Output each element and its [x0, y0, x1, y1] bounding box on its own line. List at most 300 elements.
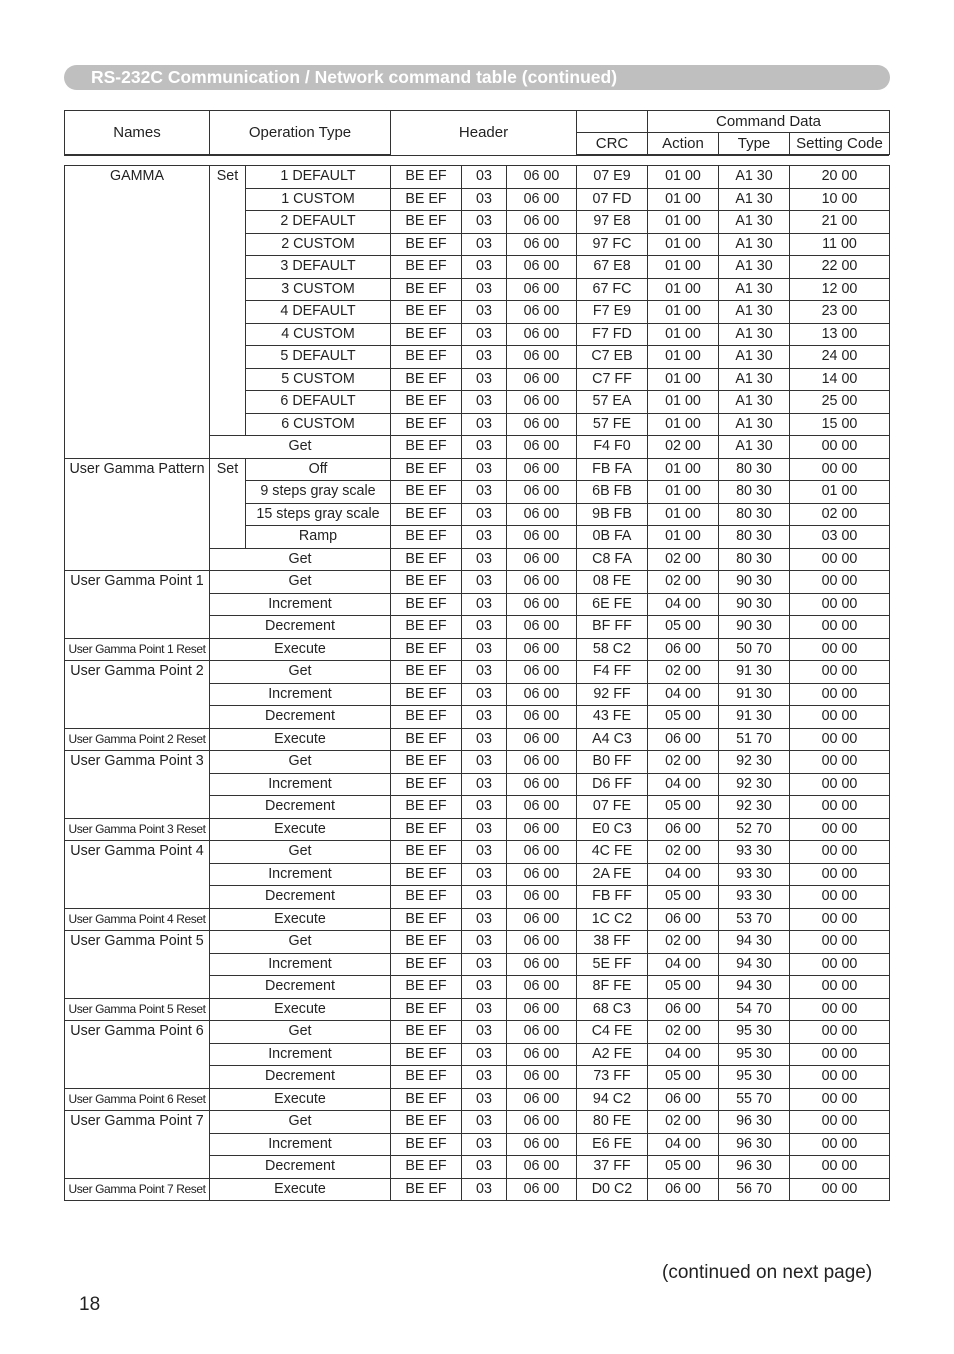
type-value: A1 30 [719, 368, 790, 391]
operation: 3 DEFAULT [246, 256, 391, 279]
header-bytes-3: 06 00 [507, 818, 577, 841]
crc-value: A2 FE [577, 1043, 648, 1066]
header-bytes-2: 03 [462, 931, 507, 954]
crc-value: F7 FD [577, 323, 648, 346]
header-bytes-2: 03 [462, 391, 507, 414]
crc-value: FB FA [577, 458, 648, 481]
header-bytes-2: 03 [462, 166, 507, 189]
header-bytes-1: BE EF [391, 728, 462, 751]
header-bytes-1: BE EF [391, 391, 462, 414]
header-bytes-2: 03 [462, 458, 507, 481]
setting-code-value: 15 00 [790, 413, 890, 436]
action-value: 05 00 [648, 886, 719, 909]
command-name: User Gamma Point 6 [65, 1021, 210, 1089]
setting-code-value: 00 00 [790, 886, 890, 909]
header-bytes-2: 03 [462, 683, 507, 706]
command-name: User Gamma Point 4 Reset [65, 908, 210, 931]
table-row [65, 931, 890, 954]
setting-code-value: 01 00 [790, 481, 890, 504]
operation: Execute [210, 818, 391, 841]
type-value: A1 30 [719, 278, 790, 301]
header-bytes-1: BE EF [391, 323, 462, 346]
operation: Ramp [246, 526, 391, 549]
type-value: 90 30 [719, 571, 790, 594]
action-value: 01 00 [648, 233, 719, 256]
action-value: 06 00 [648, 818, 719, 841]
setting-code-value: 00 00 [790, 548, 890, 571]
header-bytes-1: BE EF [391, 1021, 462, 1044]
header-bytes-3: 06 00 [507, 1111, 577, 1134]
crc-value: 94 C2 [577, 1088, 648, 1111]
command-name: User Gamma Pattern [65, 458, 210, 571]
table-row [65, 166, 890, 189]
table-row [65, 1178, 890, 1201]
operation: Get [210, 1021, 391, 1044]
action-value: 02 00 [648, 751, 719, 774]
header-bytes-3: 06 00 [507, 526, 577, 549]
header-bytes-1: BE EF [391, 796, 462, 819]
table-header [64, 110, 890, 155]
header-bytes-2: 03 [462, 1133, 507, 1156]
type-value: 56 70 [719, 1178, 790, 1201]
crc-value: F4 F0 [577, 436, 648, 459]
type-value: A1 30 [719, 211, 790, 234]
header-bytes-3: 06 00 [507, 481, 577, 504]
action-value: 05 00 [648, 976, 719, 999]
header-bytes-3: 06 00 [507, 661, 577, 684]
setting-code-value: 22 00 [790, 256, 890, 279]
crc-value: E6 FE [577, 1133, 648, 1156]
action-value: 01 00 [648, 368, 719, 391]
header-bytes-2: 03 [462, 1088, 507, 1111]
setting-code-value: 00 00 [790, 706, 890, 729]
table-row [65, 661, 890, 684]
crc-value: 07 FD [577, 188, 648, 211]
table-row [65, 728, 890, 751]
operation: Execute [210, 908, 391, 931]
operation: Execute [210, 638, 391, 661]
type-value: 95 30 [719, 1043, 790, 1066]
action-value: 01 00 [648, 481, 719, 504]
type-value: 93 30 [719, 841, 790, 864]
header-action: Action [648, 133, 719, 155]
crc-value: D6 FF [577, 773, 648, 796]
header-bytes-3: 06 00 [507, 863, 577, 886]
type-value: 96 30 [719, 1133, 790, 1156]
type-value: 52 70 [719, 818, 790, 841]
page-number: 18 [79, 1294, 101, 1315]
setting-code-value: 00 00 [790, 661, 890, 684]
crc-value: C7 EB [577, 346, 648, 369]
crc-value: F7 E9 [577, 301, 648, 324]
header-bytes-3: 06 00 [507, 436, 577, 459]
header-bytes-1: BE EF [391, 1133, 462, 1156]
setting-code-value: 10 00 [790, 188, 890, 211]
action-value: 01 00 [648, 526, 719, 549]
header-bytes-1: BE EF [391, 953, 462, 976]
operation: Execute [210, 728, 391, 751]
operation: Decrement [210, 1066, 391, 1089]
type-value: 91 30 [719, 683, 790, 706]
action-value: 02 00 [648, 548, 719, 571]
header-bytes-3: 06 00 [507, 1088, 577, 1111]
header-crc-top [577, 111, 648, 133]
action-value: 01 00 [648, 278, 719, 301]
header-bytes-2: 03 [462, 571, 507, 594]
type-value: 91 30 [719, 706, 790, 729]
type-value: 92 30 [719, 751, 790, 774]
header-bytes-1: BE EF [391, 503, 462, 526]
table-row [65, 1021, 890, 1044]
header-bytes-3: 06 00 [507, 998, 577, 1021]
type-value: A1 30 [719, 346, 790, 369]
operation: Increment [210, 1133, 391, 1156]
crc-value: 97 FC [577, 233, 648, 256]
table-row [65, 571, 890, 594]
setting-code-value: 00 00 [790, 998, 890, 1021]
command-table-body [65, 166, 890, 1201]
table-row [65, 638, 890, 661]
header-bytes-3: 06 00 [507, 908, 577, 931]
type-value: A1 30 [719, 256, 790, 279]
header-bytes-1: BE EF [391, 458, 462, 481]
header-bytes-1: BE EF [391, 413, 462, 436]
header-bytes-3: 06 00 [507, 346, 577, 369]
header-bytes-3: 06 00 [507, 751, 577, 774]
type-value: 53 70 [719, 908, 790, 931]
crc-value: 68 C3 [577, 998, 648, 1021]
setting-code-value: 00 00 [790, 863, 890, 886]
table-row [65, 998, 890, 1021]
setting-code-value: 00 00 [790, 953, 890, 976]
crc-value: 9B FB [577, 503, 648, 526]
action-value: 01 00 [648, 346, 719, 369]
crc-value: A4 C3 [577, 728, 648, 751]
header-bytes-1: BE EF [391, 908, 462, 931]
header-bytes-2: 03 [462, 256, 507, 279]
setting-code-value: 00 00 [790, 976, 890, 999]
header-bytes-2: 03 [462, 413, 507, 436]
setting-code-value: 00 00 [790, 1088, 890, 1111]
header-bytes-2: 03 [462, 481, 507, 504]
header-bytes-2: 03 [462, 953, 507, 976]
header-bytes-1: BE EF [391, 436, 462, 459]
operation: Increment [210, 683, 391, 706]
type-value: 96 30 [719, 1111, 790, 1134]
crc-value: 8F FE [577, 976, 648, 999]
command-name: User Gamma Point 2 Reset [65, 728, 210, 751]
type-value: A1 30 [719, 323, 790, 346]
set-label: Set [210, 458, 246, 548]
header-bytes-2: 03 [462, 1066, 507, 1089]
header-bytes-2: 03 [462, 886, 507, 909]
action-value: 02 00 [648, 571, 719, 594]
setting-code-value: 00 00 [790, 593, 890, 616]
setting-code-value: 00 00 [790, 818, 890, 841]
header-bytes-3: 06 00 [507, 886, 577, 909]
type-value: 94 30 [719, 953, 790, 976]
crc-value: 38 FF [577, 931, 648, 954]
header-bytes-3: 06 00 [507, 571, 577, 594]
header-bytes-2: 03 [462, 998, 507, 1021]
setting-code-value: 13 00 [790, 323, 890, 346]
action-value: 01 00 [648, 188, 719, 211]
type-value: 95 30 [719, 1021, 790, 1044]
type-value: 80 30 [719, 526, 790, 549]
operation: 3 CUSTOM [246, 278, 391, 301]
setting-code-value: 00 00 [790, 751, 890, 774]
header-bytes-3: 06 00 [507, 638, 577, 661]
type-value: 94 30 [719, 976, 790, 999]
type-value: 92 30 [719, 773, 790, 796]
action-value: 02 00 [648, 1111, 719, 1134]
header-bytes-3: 06 00 [507, 1043, 577, 1066]
crc-value: 1C C2 [577, 908, 648, 931]
header-bytes-2: 03 [462, 233, 507, 256]
action-value: 02 00 [648, 661, 719, 684]
table-row [65, 1111, 890, 1134]
crc-value: 57 FE [577, 413, 648, 436]
setting-code-value: 11 00 [790, 233, 890, 256]
type-value: 91 30 [719, 661, 790, 684]
header-bytes-1: BE EF [391, 616, 462, 639]
header-bytes-3: 06 00 [507, 413, 577, 436]
setting-code-value: 20 00 [790, 166, 890, 189]
crc-value: E0 C3 [577, 818, 648, 841]
type-value: 80 30 [719, 458, 790, 481]
action-value: 01 00 [648, 256, 719, 279]
setting-code-value: 00 00 [790, 1043, 890, 1066]
header-bytes-2: 03 [462, 773, 507, 796]
action-value: 06 00 [648, 1088, 719, 1111]
action-value: 01 00 [648, 323, 719, 346]
header-separator [64, 155, 889, 156]
header-bytes-3: 06 00 [507, 706, 577, 729]
command-name: User Gamma Point 6 Reset [65, 1088, 210, 1111]
command-table [64, 165, 890, 1201]
header-bytes-2: 03 [462, 548, 507, 571]
action-value: 04 00 [648, 683, 719, 706]
section-title-banner: RS-232C Communication / Network command table (continued) [64, 65, 890, 90]
header-bytes-2: 03 [462, 796, 507, 819]
header-bytes-1: BE EF [391, 1178, 462, 1201]
header-bytes-2: 03 [462, 841, 507, 864]
crc-value: 58 C2 [577, 638, 648, 661]
header-bytes-2: 03 [462, 211, 507, 234]
action-value: 06 00 [648, 638, 719, 661]
header-bytes-2: 03 [462, 616, 507, 639]
header-command-data: Command Data [648, 111, 890, 133]
setting-code-value: 00 00 [790, 931, 890, 954]
header-bytes-2: 03 [462, 1043, 507, 1066]
header-bytes-1: BE EF [391, 301, 462, 324]
crc-value: 73 FF [577, 1066, 648, 1089]
setting-code-value: 00 00 [790, 773, 890, 796]
header-bytes-2: 03 [462, 323, 507, 346]
set-label: Set [210, 166, 246, 436]
command-name: User Gamma Point 7 Reset [65, 1178, 210, 1201]
action-value: 06 00 [648, 998, 719, 1021]
action-value: 01 00 [648, 301, 719, 324]
header-bytes-1: BE EF [391, 571, 462, 594]
header-bytes-2: 03 [462, 278, 507, 301]
header-bytes-3: 06 00 [507, 796, 577, 819]
crc-value: 0B FA [577, 526, 648, 549]
action-value: 01 00 [648, 211, 719, 234]
crc-value: 07 E9 [577, 166, 648, 189]
header-bytes-3: 06 00 [507, 278, 577, 301]
crc-value: 5E FF [577, 953, 648, 976]
header-bytes-1: BE EF [391, 773, 462, 796]
header-bytes-2: 03 [462, 301, 507, 324]
action-value: 01 00 [648, 391, 719, 414]
table-row [65, 818, 890, 841]
operation: 2 CUSTOM [246, 233, 391, 256]
command-name: User Gamma Point 5 Reset [65, 998, 210, 1021]
action-value: 01 00 [648, 503, 719, 526]
header-bytes-1: BE EF [391, 818, 462, 841]
operation: Decrement [210, 796, 391, 819]
table-row [65, 841, 890, 864]
header-type: Type [719, 133, 790, 155]
operation: 6 DEFAULT [246, 391, 391, 414]
header-bytes-2: 03 [462, 728, 507, 751]
setting-code-value: 00 00 [790, 1111, 890, 1134]
crc-value: 6E FE [577, 593, 648, 616]
header-bytes-2: 03 [462, 661, 507, 684]
header-bytes-1: BE EF [391, 256, 462, 279]
table-row [65, 458, 890, 481]
header-bytes-1: BE EF [391, 211, 462, 234]
action-value: 05 00 [648, 616, 719, 639]
type-value: A1 30 [719, 166, 790, 189]
header-bytes-1: BE EF [391, 233, 462, 256]
action-value: 02 00 [648, 436, 719, 459]
header-bytes-3: 06 00 [507, 391, 577, 414]
action-value: 06 00 [648, 908, 719, 931]
continued-note: (continued on next page) [662, 1262, 873, 1283]
header-bytes-1: BE EF [391, 1156, 462, 1179]
type-value: 93 30 [719, 886, 790, 909]
type-value: 95 30 [719, 1066, 790, 1089]
header-bytes-1: BE EF [391, 526, 462, 549]
header-bytes-3: 06 00 [507, 458, 577, 481]
setting-code-value: 00 00 [790, 908, 890, 931]
action-value: 05 00 [648, 1156, 719, 1179]
header-bytes-2: 03 [462, 503, 507, 526]
operation: 5 CUSTOM [246, 368, 391, 391]
header-bytes-1: BE EF [391, 976, 462, 999]
setting-code-value: 00 00 [790, 458, 890, 481]
table-row [65, 751, 890, 774]
setting-code-value: 00 00 [790, 436, 890, 459]
header-bytes-1: BE EF [391, 548, 462, 571]
header-bytes-2: 03 [462, 188, 507, 211]
header-bytes-3: 06 00 [507, 1066, 577, 1089]
action-value: 02 00 [648, 931, 719, 954]
type-value: 96 30 [719, 1156, 790, 1179]
action-value: 04 00 [648, 1043, 719, 1066]
header-bytes-3: 06 00 [507, 368, 577, 391]
command-name: User Gamma Point 1 [65, 571, 210, 639]
crc-value: D0 C2 [577, 1178, 648, 1201]
operation: Decrement [210, 616, 391, 639]
crc-value: 67 E8 [577, 256, 648, 279]
header-bytes-3: 06 00 [507, 1021, 577, 1044]
action-value: 02 00 [648, 1021, 719, 1044]
action-value: 04 00 [648, 953, 719, 976]
operation: 1 DEFAULT [246, 166, 391, 189]
header-bytes-3: 06 00 [507, 773, 577, 796]
operation: Increment [210, 773, 391, 796]
header-bytes-3: 06 00 [507, 503, 577, 526]
setting-code-value: 14 00 [790, 368, 890, 391]
type-value: A1 30 [719, 413, 790, 436]
header-bytes-3: 06 00 [507, 728, 577, 751]
header-bytes-1: BE EF [391, 593, 462, 616]
operation: 6 CUSTOM [246, 413, 391, 436]
crc-value: 67 FC [577, 278, 648, 301]
header-bytes-2: 03 [462, 706, 507, 729]
type-value: A1 30 [719, 301, 790, 324]
setting-code-value: 00 00 [790, 1066, 890, 1089]
command-name: User Gamma Point 2 [65, 661, 210, 729]
header-bytes-1: BE EF [391, 166, 462, 189]
action-value: 01 00 [648, 413, 719, 436]
operation: Decrement [210, 1156, 391, 1179]
operation: Execute [210, 1088, 391, 1111]
header-bytes-1: BE EF [391, 1111, 462, 1134]
operation: 15 steps gray scale [246, 503, 391, 526]
crc-value: 57 EA [577, 391, 648, 414]
action-value: 06 00 [648, 728, 719, 751]
setting-code-value: 00 00 [790, 1178, 890, 1201]
action-value: 06 00 [648, 1178, 719, 1201]
header-bytes-2: 03 [462, 526, 507, 549]
header-bytes-1: BE EF [391, 931, 462, 954]
action-value: 04 00 [648, 593, 719, 616]
type-value: A1 30 [719, 436, 790, 459]
header-bytes-2: 03 [462, 346, 507, 369]
header-bytes-2: 03 [462, 818, 507, 841]
header-bytes-3: 06 00 [507, 233, 577, 256]
operation: 1 CUSTOM [246, 188, 391, 211]
setting-code-value: 00 00 [790, 1021, 890, 1044]
type-value: 80 30 [719, 481, 790, 504]
setting-code-value: 24 00 [790, 346, 890, 369]
action-value: 05 00 [648, 1066, 719, 1089]
crc-value: C4 FE [577, 1021, 648, 1044]
setting-code-value: 00 00 [790, 571, 890, 594]
crc-value: 08 FE [577, 571, 648, 594]
header-bytes-3: 06 00 [507, 616, 577, 639]
header-bytes-1: BE EF [391, 638, 462, 661]
header-bytes-3: 06 00 [507, 841, 577, 864]
type-value: A1 30 [719, 391, 790, 414]
header-bytes-3: 06 00 [507, 953, 577, 976]
type-value: 50 70 [719, 638, 790, 661]
header-bytes-3: 06 00 [507, 548, 577, 571]
operation: Get [210, 436, 391, 459]
setting-code-value: 21 00 [790, 211, 890, 234]
command-name: GAMMA [65, 166, 210, 459]
operation: 5 DEFAULT [246, 346, 391, 369]
operation: Execute [210, 1178, 391, 1201]
command-name: User Gamma Point 3 [65, 751, 210, 819]
type-value: 55 70 [719, 1088, 790, 1111]
operation: Get [210, 571, 391, 594]
crc-value: 43 FE [577, 706, 648, 729]
